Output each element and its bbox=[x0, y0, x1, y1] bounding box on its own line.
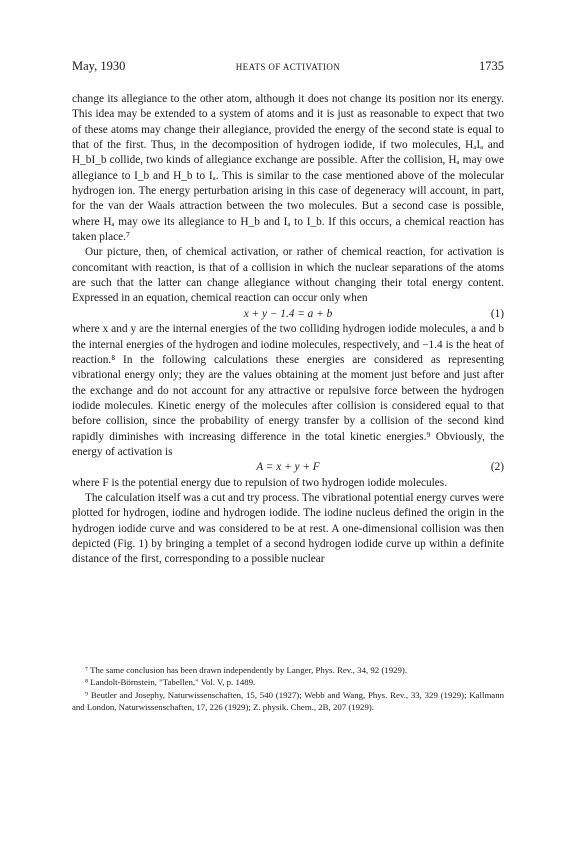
equation-1 bbox=[72, 307, 504, 322]
header-date: May, 1930 bbox=[72, 59, 126, 73]
equation-1-number: (1) bbox=[490, 307, 504, 320]
footnote-7: ⁷ The same conclusion has been drawn independently by Langer, Phys. Rev., 34, 92 (1929). bbox=[85, 665, 408, 675]
footnote-9: ⁹ Beutler and Josephy, Naturwissenschaften, 15, 540 (1927); Webb and Wang, Phys. Rev., 33, 329 (1929); Kallmann and London, Naturwissenschaften, 17, 226 (1929); Z. physik. Chem., 2B, 207 (1929). bbox=[72, 689, 504, 713]
paragraph-energies: where x and y are the internal energies of the two colliding hydrogen iodide molecules, a and b the internal energies of the hydrogen and iodine molecules, respectively, and −1.4 is the heat of reaction.⁸ In the following calculations these energies are considered as representing vibrational energy only; they are the values obtaining at the moment just before and just after the exchange and do not account for any attractive or repulsive force between the hydrogen iodide molecules. Kinetic energy of the molecules after collision is considered equal to that before collision, since the probability of energy transfer by a collision of the second kind rapidly diminishes with increasing difference in the total kinetic energies.⁹ Obviously, the energy of activation is bbox=[72, 323, 504, 458]
body-text bbox=[72, 92, 504, 568]
paragraph-continuation: change its allegiance to the other atom, although it does not change its position nor its energy. This idea may be extended to a system of atoms and it is just as reasonable to expect that two of these atoms may change their allegiance, provided the energy of the second state is equal to that of the first. Thus, in the decomposition of hydrogen iodide, if two molecules, HₐIₐ and H_bI_b collide, two kinds of allegiance exchange are possible. After the collision, Hₐ may owe allegiance to I_b and H_b to Iₐ. This is similar to the case mentioned above of the molecular hydrogen ion. The energy perturbation arising in this case of degeneracy will account, in part, for the van der Waals attraction between the two molecules. But a second case is possible, where Hₐ may owe its allegiance to H_b and Iₐ to I_b. If this occurs, a chemical reaction has taken place.⁷ bbox=[72, 93, 504, 244]
footnote-8: ⁸ Landolt-Börnstein, "Tabellen," Vol. V, p. 1489. bbox=[85, 677, 256, 688]
page-number: 1735 bbox=[479, 59, 504, 73]
paragraph-potential-energy: where F is the potential energy due to repulsion of two hydrogen iodide molecules. bbox=[72, 476, 448, 489]
paragraph-chemical-activation: Our picture, then, of chemical activation, or rather of chemical reaction, for activation is concomitant with reaction, is that of a collision in which the nuclear separations of the atoms are such that the latter can change allegiance without changing their total energy content. Expressed in an equation, chemical reaction can occur only when bbox=[72, 246, 504, 305]
running-title: HEATS OF ACTIVATION bbox=[235, 62, 341, 72]
equation-2-expression: A = x + y + F bbox=[256, 461, 320, 474]
footnotes bbox=[72, 664, 504, 714]
paragraph-calculation: The calculation itself was a cut and try process. The vibrational potential energy curves were plotted for hydrogen, iodine and hydrogen iodide. The iodine nucleus defined the origin in the hydrogen iodide curve and was considered to be at rest. A one-dimensional collision was then depicted (Fig. 1) by bringing a templet of a second hydrogen iodide curve up within a definite distance of the first, corresponding to a possible nuclear bbox=[72, 491, 504, 566]
equation-1-expression: x + y − 1.4 = a + b bbox=[243, 307, 333, 320]
page-header bbox=[72, 58, 504, 74]
equation-2-number: (2) bbox=[490, 461, 504, 474]
equation-2 bbox=[72, 460, 504, 475]
